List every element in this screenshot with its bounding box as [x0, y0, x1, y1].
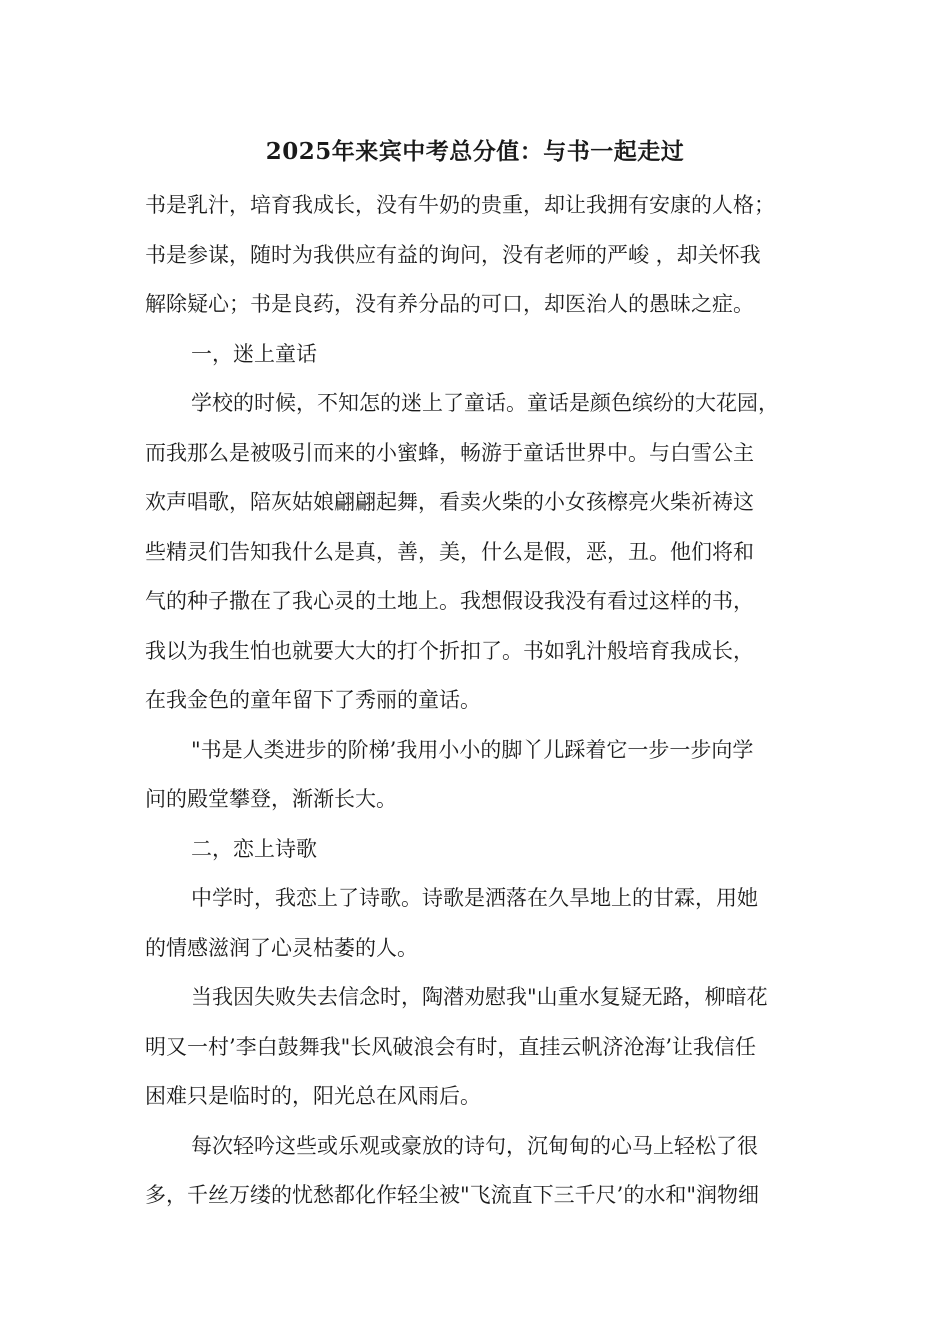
text-line: 明又一村’李白鼓舞我"长风破浪会有时，直挂云帆济沧海’让我信任 — [145, 1034, 757, 1059]
text-line: 当我因失败失去信念时，陶潜劝慰我"山重水复疑无路，柳暗花 — [191, 985, 768, 1009]
text-line: 问的殿堂攀登，渐渐长大。 — [145, 787, 397, 811]
text-line: 中学时，我恋上了诗歌。诗歌是洒落在久旱地上的甘霖，用她 — [191, 886, 758, 910]
text-line: 些精灵们告知我什么是真，善，美，什么是假，恶，丑。他们将和 — [145, 539, 754, 564]
text-line: "书是人类进步的阶梯’我用小小的脚丫儿踩着它一步一步向学 — [191, 737, 754, 762]
text-line: 书是参谋，随时为我供应有益的询问，没有老师的严峻 ，却关怀我 — [145, 242, 761, 267]
text-line: 在我金色的童年留下了秀丽的童话。 — [145, 688, 481, 712]
text-line: 欢声唱歌，陪灰姑娘翩翩起舞，看卖火柴的小女孩檫亮火柴祈祷这 — [145, 490, 754, 514]
text-line: 每次轻吟这些或乐观或豪放的诗句，沉甸甸的心马上轻松了很 — [191, 1133, 758, 1158]
text-line: 我以为我生怕也就要大大的打个折扣了。书如乳汁般培育我成长， — [145, 638, 754, 663]
text-line: 困难只是临时的，阳光总在风雨后。 — [145, 1084, 481, 1108]
text-line: 学校的时候，不知怎的迷上了童话。童话是颜色缤纷的大花园， — [191, 391, 779, 415]
text-line: 的情感滋润了心灵枯萎的人。 — [145, 935, 418, 960]
text-line: 而我那么是被吸引而来的小蜜蜂，畅游于童话世界中。与白雪公主 — [145, 440, 754, 465]
text-line: 二，恋上诗歌 — [191, 836, 317, 861]
document-body — [145, 181, 825, 1221]
text-line: 气的种子撒在了我心灵的土地上。我想假设我没有看过这样的书， — [145, 589, 754, 613]
text-line: 一，迷上童话 — [191, 341, 317, 366]
text-line: 书是乳汁，培育我成长，没有牛奶的贵重，却让我拥有安康的人格； — [145, 193, 775, 217]
text-line: 解除疑心；书是良药，没有养分品的可口，却医治人的愚昧之症。 — [145, 292, 754, 316]
document-title: 2025年来宾中考总分值：与书一起走过 — [265, 138, 685, 165]
text-line: 多，千丝万缕的忧愁都化作轻尘被"飞流直下三千尺’的水和"润物细 — [145, 1183, 759, 1207]
